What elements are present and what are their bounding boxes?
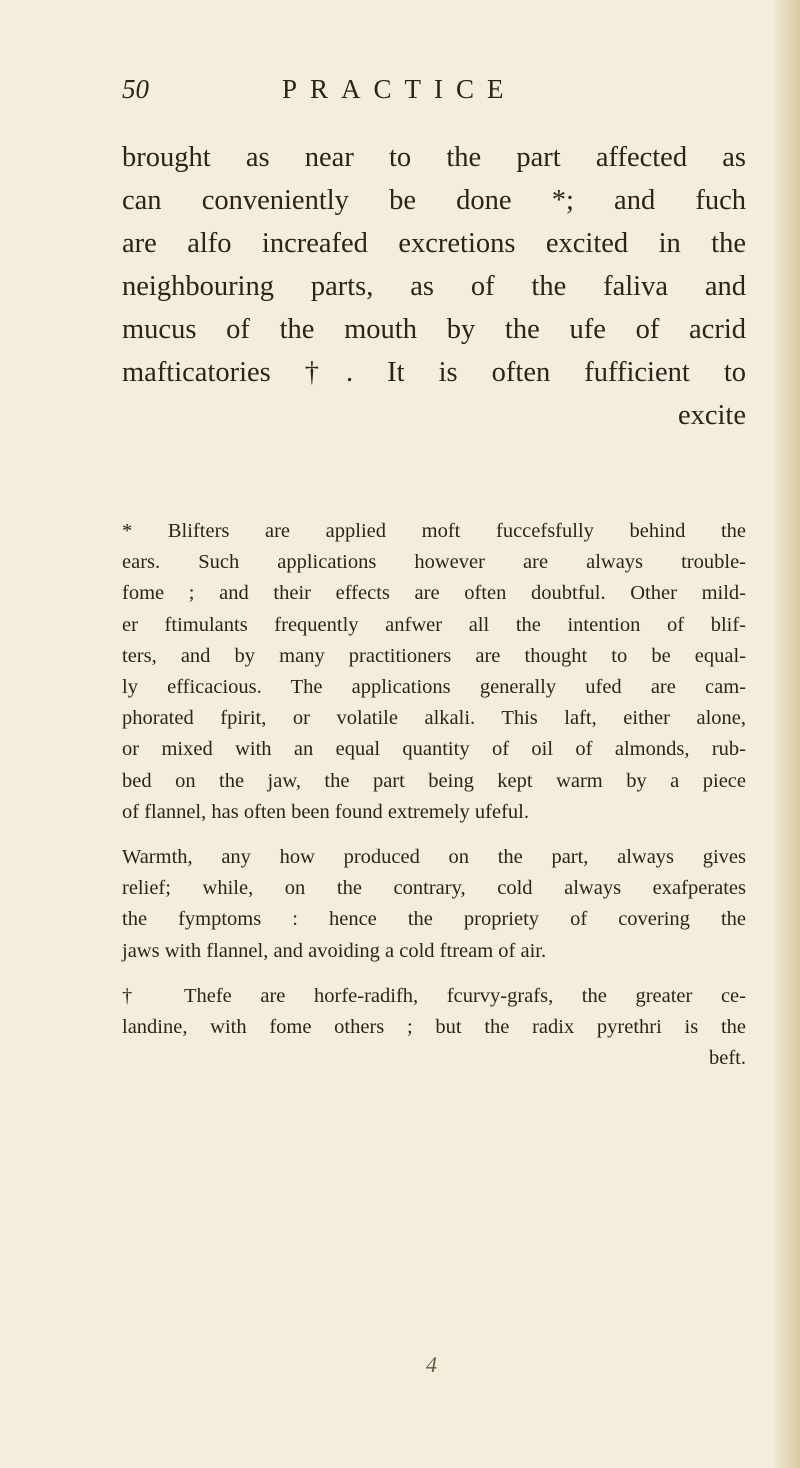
footnote-line: † Thefe are horfe-radifh, fcurvy-grafs, the greater ce- (122, 984, 746, 1007)
footnote-line: ters, and by many practitioners are thought to be equal- (122, 644, 746, 667)
footnote-blisters (122, 516, 746, 828)
main-text (122, 136, 746, 437)
main-text-line: neighbouring parts, as of the faliva and (122, 271, 746, 302)
footnote-line: of flannel, has often been found extremely ufeful. (122, 800, 529, 823)
footnote-line: the fymptoms : hence the propriety of covering the (122, 908, 746, 931)
footnote-warmth (122, 842, 746, 967)
footnote-catchword: beft. (709, 1047, 746, 1070)
footnote-line: relief; while, on the contrary, cold always exafperates (122, 877, 746, 900)
footnote-line: * Blifters are applied moft fuccefsfully behind the (122, 520, 746, 542)
footnote-line: ly efficacious. The applications generally ufed are cam- (122, 676, 746, 699)
footnote-line: fome ; and their effects are often doubtful. Other mild- (122, 582, 746, 605)
footnote-line: or mixed with an equal quantity of oil of almonds, rub- (122, 738, 746, 761)
main-text-line: mucus of the mouth by the ufe of acrid (122, 314, 746, 345)
footnote-line: jaws with flannel, and avoiding a cold ftream of air. (122, 939, 547, 962)
footnotes (122, 516, 746, 1088)
footnote-line: er ftimulants frequently anfwer all the intention of blif- (122, 613, 746, 636)
page-number: 50 (122, 74, 149, 104)
main-text-line: can conveniently be done *; and fuch (122, 185, 746, 216)
footnote-line: phorated fpirit, or volatile alkali. This laft, either alone, (122, 707, 746, 730)
footnote-masticatories (122, 981, 746, 1075)
footnote-line: ears. Such applications however are always trouble- (122, 551, 746, 574)
footnote-line: bed on the jaw, the part being kept warm by a piece (122, 769, 746, 792)
main-text-line: brought as near to the part affected as (122, 142, 746, 173)
page-header (122, 74, 642, 114)
main-text-line: mafticatories †. It is often fufficient to (122, 357, 746, 388)
running-head: PRACTICE (282, 74, 517, 104)
footnote-line: Warmth, any how produced on the part, always gives (122, 846, 746, 869)
page-edge-shadow (774, 0, 800, 1468)
signature-mark: 4 (426, 1352, 437, 1377)
catchword: excite (677, 400, 746, 431)
footnote-line: landine, with fome others ; but the radix pyrethri is the (122, 1016, 746, 1039)
main-text-line: are alfo increafed excretions excited in the (122, 228, 746, 259)
